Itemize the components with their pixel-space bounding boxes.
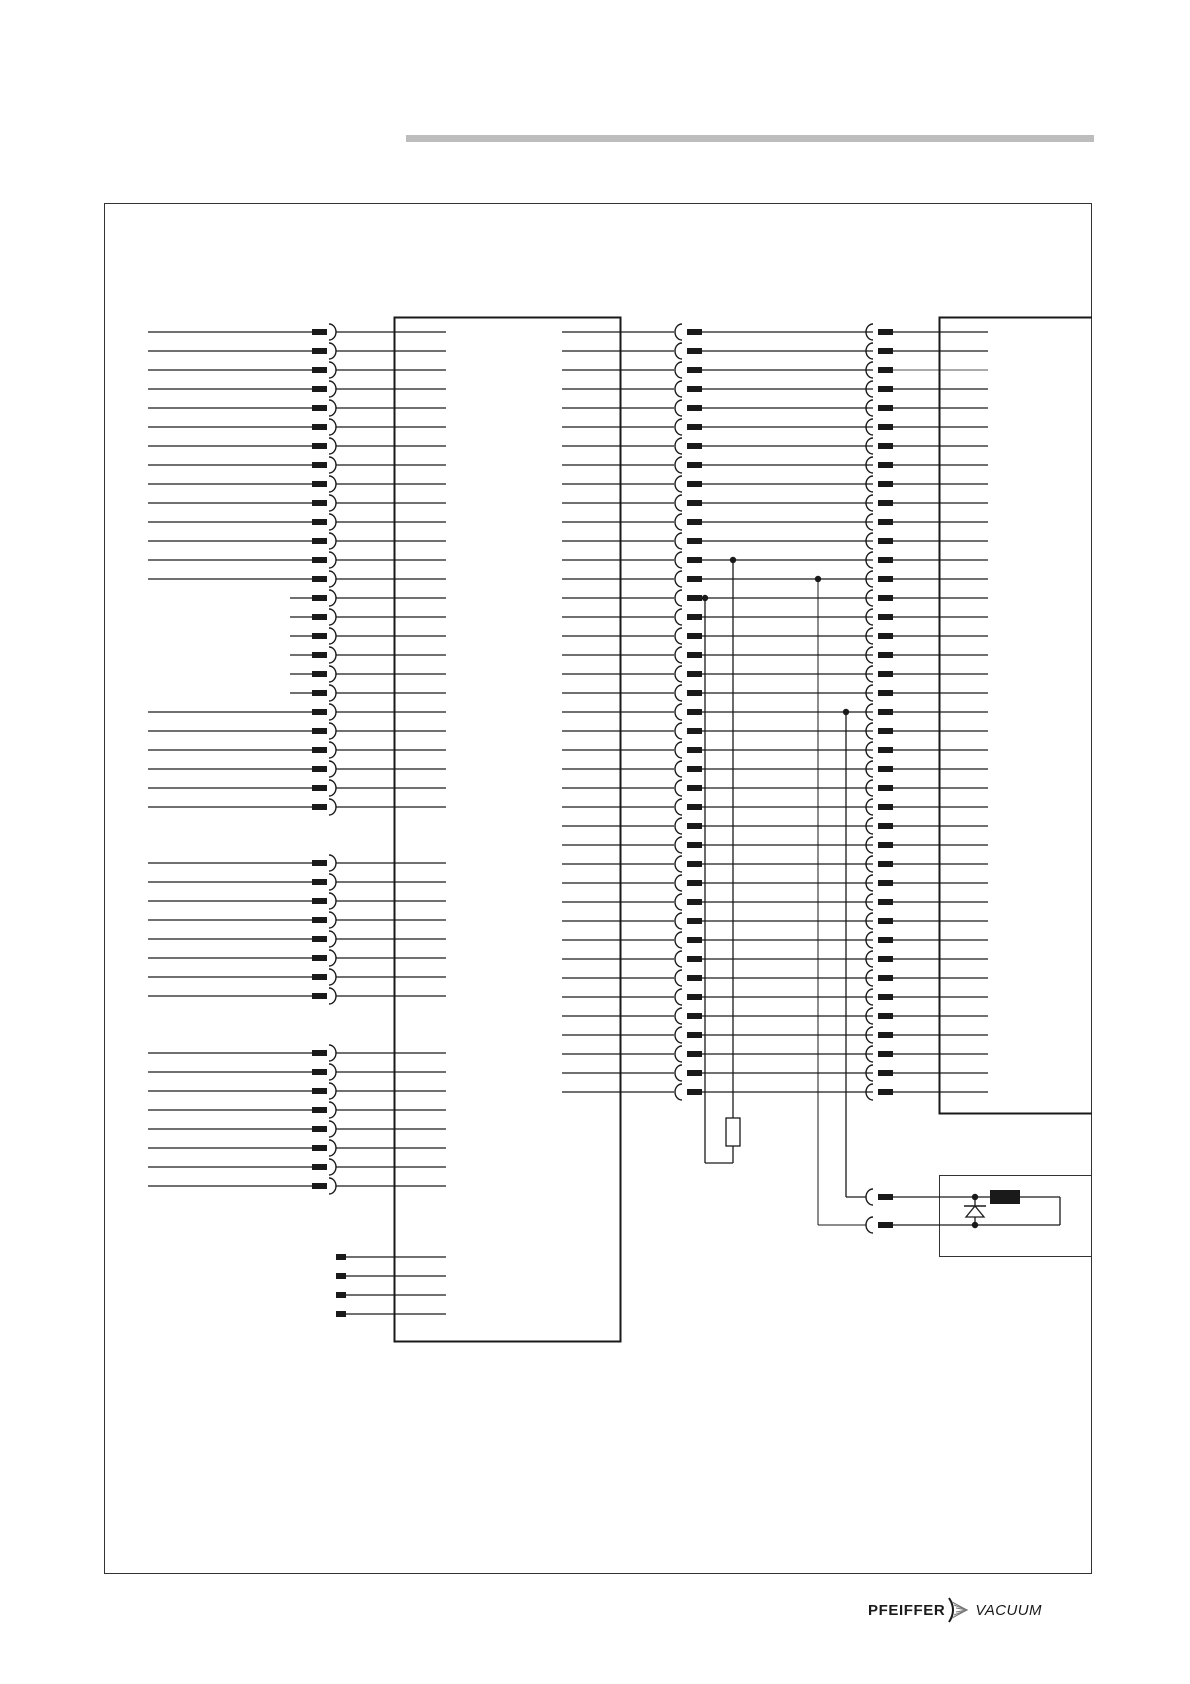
pfeiffer-swoosh-icon — [947, 1596, 969, 1624]
connector-socket — [329, 1140, 336, 1156]
connector-pin — [878, 861, 893, 867]
header-bar — [406, 135, 1094, 142]
connector-pin — [312, 879, 327, 885]
connector-pin — [312, 386, 327, 392]
connector-pin — [878, 652, 893, 658]
connector-pin — [312, 405, 327, 411]
connector-socket — [329, 969, 336, 985]
connector-pin — [687, 405, 702, 411]
left-connector-group — [148, 324, 446, 1317]
connector-pin — [878, 405, 893, 411]
connector-pin — [687, 842, 702, 848]
connector-socket — [675, 761, 682, 777]
connector-pin — [312, 1069, 327, 1075]
connector-pin — [878, 557, 893, 563]
connector-pin — [687, 994, 702, 1000]
connector-pin — [312, 728, 327, 734]
connector-pin — [336, 1273, 346, 1279]
connector-pin — [312, 898, 327, 904]
connector-pin — [878, 709, 893, 715]
connector-pin — [312, 1107, 327, 1113]
connector-socket — [675, 856, 682, 872]
connector-pin — [878, 975, 893, 981]
connector-pin — [687, 937, 702, 943]
connector-pin — [878, 538, 893, 544]
connector-socket — [675, 951, 682, 967]
connector-socket — [675, 1008, 682, 1024]
resistor-symbol — [726, 1118, 740, 1146]
connector-socket — [675, 1027, 682, 1043]
connector-socket — [675, 457, 682, 473]
connector-pin — [336, 1292, 346, 1298]
signal-wire-group — [702, 557, 866, 1225]
connector-pin — [878, 728, 893, 734]
connector-socket — [675, 1084, 682, 1100]
connector-socket — [675, 913, 682, 929]
connector-socket — [329, 457, 336, 473]
connector-pin — [687, 1032, 702, 1038]
connector-pin — [687, 386, 702, 392]
connector-socket — [675, 324, 682, 340]
connector-pin — [878, 1089, 893, 1095]
central-module-box — [395, 318, 621, 1342]
connector-pin — [878, 804, 893, 810]
connector-pin — [687, 1089, 702, 1095]
connector-pin — [687, 557, 702, 563]
connector-socket — [675, 609, 682, 625]
connector-pin — [312, 917, 327, 923]
connector-socket — [329, 381, 336, 397]
connector-socket — [329, 571, 336, 587]
connector-socket — [329, 742, 336, 758]
connector-pin — [336, 1254, 346, 1260]
connector-socket — [329, 855, 336, 871]
right-module-box — [940, 318, 1093, 1114]
connector-pin — [312, 500, 327, 506]
connector-socket — [675, 571, 682, 587]
junction-dot — [972, 1222, 978, 1228]
connector-pin — [687, 880, 702, 886]
connector-socket — [866, 1217, 873, 1233]
connector-socket — [329, 874, 336, 890]
connector-pin — [878, 576, 893, 582]
connector-pin — [687, 671, 702, 677]
connector-pin — [687, 823, 702, 829]
connector-socket — [329, 1064, 336, 1080]
pfeiffer-vacuum-logo — [868, 1596, 1042, 1624]
connector-socket — [675, 799, 682, 815]
connector-pin — [687, 709, 702, 715]
connector-socket — [675, 837, 682, 853]
connector-socket — [329, 912, 336, 928]
connector-pin — [878, 367, 893, 373]
connector-pin — [687, 652, 702, 658]
connector-socket — [675, 419, 682, 435]
connector-pin — [312, 462, 327, 468]
connector-pin — [878, 785, 893, 791]
connector-pin — [687, 899, 702, 905]
connector-pin — [878, 937, 893, 943]
coil-symbol — [990, 1190, 1020, 1204]
connector-pin — [312, 557, 327, 563]
connector-pin — [312, 1126, 327, 1132]
connector-socket — [329, 950, 336, 966]
connector-pin — [878, 899, 893, 905]
connector-socket — [329, 590, 336, 606]
connector-pin — [878, 956, 893, 962]
connector-socket — [675, 723, 682, 739]
connector-pin — [687, 1051, 702, 1057]
connector-socket — [329, 324, 336, 340]
connector-socket — [675, 704, 682, 720]
connector-pin — [878, 994, 893, 1000]
connector-socket — [329, 799, 336, 815]
connector-pin — [312, 1088, 327, 1094]
connector-pin — [878, 671, 893, 677]
connector-pin — [312, 1050, 327, 1056]
connector-pin — [878, 1070, 893, 1076]
connector-pin — [878, 348, 893, 354]
logo-subtitle-text: VACUUM — [975, 1601, 1042, 1619]
connector-socket — [675, 875, 682, 891]
connector-socket — [675, 989, 682, 1005]
connector-pin — [878, 1032, 893, 1038]
connector-pin — [687, 785, 702, 791]
connector-socket — [329, 609, 336, 625]
connector-pin — [312, 993, 327, 999]
connector-socket — [329, 666, 336, 682]
connector-pin — [312, 348, 327, 354]
connector-socket — [329, 362, 336, 378]
connector-pin — [312, 443, 327, 449]
connector-pin — [687, 614, 702, 620]
connector-socket — [329, 761, 336, 777]
connector-pin — [687, 576, 702, 582]
connector-pin — [312, 785, 327, 791]
connector-pin — [878, 1194, 893, 1200]
connector-socket — [866, 1189, 873, 1205]
connector-pin — [312, 519, 327, 525]
connector-pin — [687, 595, 702, 601]
connector-socket — [675, 685, 682, 701]
connector-pin — [878, 823, 893, 829]
connector-pin — [687, 481, 702, 487]
connector-socket — [675, 533, 682, 549]
connector-pin — [312, 614, 327, 620]
connector-pin — [312, 974, 327, 980]
connector-pin — [878, 481, 893, 487]
connector-pin — [312, 1145, 327, 1151]
connector-pin — [687, 804, 702, 810]
connector-pin — [878, 1013, 893, 1019]
connector-pin — [878, 842, 893, 848]
connector-pin — [878, 614, 893, 620]
connector-socket — [675, 932, 682, 948]
connector-pin — [312, 690, 327, 696]
connector-socket — [329, 343, 336, 359]
connector-socket — [329, 931, 336, 947]
connector-pin — [312, 538, 327, 544]
connector-pin — [687, 443, 702, 449]
connector-socket — [329, 533, 336, 549]
connector-pin — [312, 1164, 327, 1170]
connector-socket — [329, 1045, 336, 1061]
connector-pin — [312, 652, 327, 658]
connector-socket — [329, 514, 336, 530]
connector-socket — [675, 1065, 682, 1081]
connector-pin — [687, 1070, 702, 1076]
connector-socket — [675, 476, 682, 492]
connector-socket — [329, 1178, 336, 1194]
connector-pin — [687, 367, 702, 373]
connector-pin — [687, 329, 702, 335]
connector-socket — [675, 495, 682, 511]
connector-socket — [675, 970, 682, 986]
connector-socket — [329, 780, 336, 796]
connector-socket — [675, 1046, 682, 1062]
connector-socket — [329, 685, 336, 701]
connector-socket — [329, 1102, 336, 1118]
connector-socket — [675, 381, 682, 397]
connector-pin — [878, 386, 893, 392]
connector-socket — [329, 1121, 336, 1137]
connector-socket — [675, 590, 682, 606]
connector-socket — [329, 400, 336, 416]
connector-pin — [687, 348, 702, 354]
connector-pin — [878, 1051, 893, 1057]
connector-pin — [878, 918, 893, 924]
connector-pin — [687, 424, 702, 430]
connector-socket — [675, 362, 682, 378]
connector-pin — [878, 424, 893, 430]
connector-socket — [329, 419, 336, 435]
connector-pin — [878, 1222, 893, 1228]
connector-pin — [312, 955, 327, 961]
connector-pin — [336, 1311, 346, 1317]
connector-socket — [329, 647, 336, 663]
connector-pin — [312, 936, 327, 942]
junction-dot — [702, 595, 708, 601]
connector-socket — [329, 552, 336, 568]
connector-pin — [312, 747, 327, 753]
connector-pin — [312, 633, 327, 639]
connector-socket — [329, 1159, 336, 1175]
connector-pin — [878, 690, 893, 696]
connector-pin — [312, 804, 327, 810]
connector-pin — [312, 1183, 327, 1189]
connector-pin — [687, 1013, 702, 1019]
connector-socket — [329, 988, 336, 1004]
connector-pin — [687, 519, 702, 525]
right-connector-group — [866, 324, 988, 1100]
connector-pin — [687, 633, 702, 639]
connector-pin — [687, 766, 702, 772]
connector-socket — [329, 628, 336, 644]
connector-socket — [675, 514, 682, 530]
diode-coil-box — [940, 1176, 1092, 1257]
connector-pin — [687, 500, 702, 506]
connector-socket — [329, 704, 336, 720]
connector-pin — [687, 462, 702, 468]
connector-socket — [329, 495, 336, 511]
connector-pin — [687, 690, 702, 696]
connector-pin — [687, 747, 702, 753]
connector-socket — [675, 894, 682, 910]
connector-pin — [312, 367, 327, 373]
connector-pin — [878, 519, 893, 525]
connector-pin — [312, 671, 327, 677]
connector-pin — [878, 747, 893, 753]
connector-pin — [312, 709, 327, 715]
connector-socket — [675, 343, 682, 359]
connector-pin — [312, 595, 327, 601]
diode-symbol — [966, 1206, 984, 1217]
connector-pin — [312, 481, 327, 487]
connector-pin — [878, 462, 893, 468]
connector-pin — [878, 595, 893, 601]
junction-dot — [972, 1194, 978, 1200]
connector-socket — [675, 438, 682, 454]
connector-pin — [878, 880, 893, 886]
connector-pin — [687, 538, 702, 544]
connector-pin — [687, 918, 702, 924]
connector-socket — [675, 647, 682, 663]
connector-socket — [329, 1083, 336, 1099]
connector-socket — [675, 628, 682, 644]
connector-socket — [329, 723, 336, 739]
connector-socket — [675, 818, 682, 834]
connector-pin — [878, 500, 893, 506]
connector-pin — [687, 728, 702, 734]
connector-pin — [687, 861, 702, 867]
connector-pin — [878, 443, 893, 449]
connector-socket — [329, 893, 336, 909]
connector-pin — [878, 766, 893, 772]
diagram-frame — [105, 204, 1092, 1574]
connector-pin — [878, 633, 893, 639]
connector-socket — [675, 780, 682, 796]
connector-pin — [687, 956, 702, 962]
protection-circuit — [866, 1189, 1060, 1233]
connector-pin — [312, 329, 327, 335]
connector-socket — [675, 552, 682, 568]
connector-pin — [312, 576, 327, 582]
connector-pin — [312, 424, 327, 430]
connector-pin — [878, 329, 893, 335]
connector-pin — [312, 860, 327, 866]
connector-socket — [329, 438, 336, 454]
logo-brand-text: PFEIFFER — [868, 1601, 946, 1619]
connector-socket — [675, 742, 682, 758]
connector-pin — [312, 766, 327, 772]
connector-socket — [675, 400, 682, 416]
connector-pin — [687, 975, 702, 981]
connector-socket — [675, 666, 682, 682]
middle-connector-group — [562, 324, 873, 1100]
connector-socket — [329, 476, 336, 492]
